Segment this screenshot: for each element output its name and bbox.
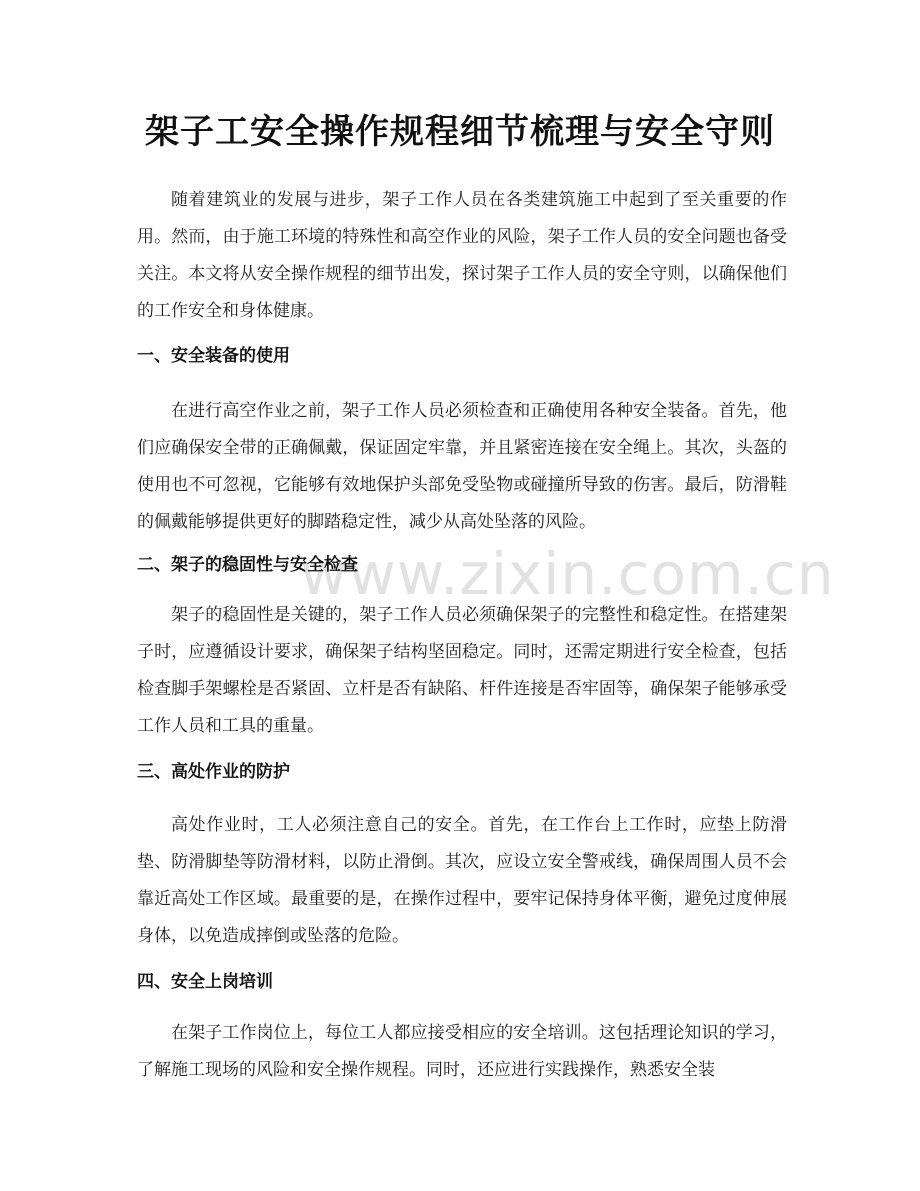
section-heading-safety-equipment: 一、安全装备的使用: [137, 346, 290, 366]
watermark: www.zixin.com.cn: [300, 540, 835, 608]
section-heading-scaffold-stability: 二、架子的稳固性与安全检查: [137, 555, 358, 575]
section-body-height-protection: 高处作业时，工人必须注意自己的安全。首先，在工作台上工作时，应垫上防滑垫、防滑脚垫等防滑材料，以防止滑倒。其次，应设立安全警戒线，确保周围人员不会靠近高处工作区域。最重要的是，在操作过程中，要牢记保持身体平衡，避免过度伸展身体，以免造成摔倒或坠落的危险。: [137, 815, 787, 946]
section-body-safety-equipment: 在进行高空作业之前，架子工作人员必须检查和正确使用各种安全装备。首先，他们应确保安全带的正确佩戴，保证固定牢靠，并且紧密连接在安全绳上。其次，头盔的使用也不可忽视，它能够有效地保护头部免受坠物或碰撞所导致的伤害。最后，防滑鞋的佩戴能够提供更好的脚踏稳定性，减少从高处坠落的风险。: [137, 401, 787, 532]
page-title: 架子工安全操作规程细节梳理与安全守则: [145, 112, 775, 152]
section-heading-height-protection: 三、高处作业的防护: [137, 762, 290, 782]
section-heading-safety-training: 四、安全上岗培训: [137, 972, 273, 992]
intro-paragraph: 随着建筑业的发展与进步，架子工作人员在各类建筑施工中起到了至关重要的作用。然而，由于施工环境的特殊性和高空作业的风险，架子工作人员的安全问题也备受关注。本文将从安全操作规程的细节出发，探讨架子工作人员的安全守则，以确保他们的工作安全和身体健康。: [137, 190, 787, 321]
section-body-scaffold-stability: 架子的稳固性是关键的，架子工作人员必须确保架子的完整性和稳定性。在搭建架子时，应遵循设计要求，确保架子结构坚固稳定。同时，还需定期进行安全检查，包括检查脚手架螺栓是否紧固、立杆是否有缺陷、杆件连接是否牢固等，确保架子能够承受工作人员和工具的重量。: [137, 605, 787, 736]
section-body-safety-training: 在架子工作岗位上，每位工人都应接受相应的安全培训。这包括理论知识的学习，了解施工现场的风险和安全操作规程。同时，还应进行实践操作，熟悉安全装: [137, 1023, 787, 1080]
